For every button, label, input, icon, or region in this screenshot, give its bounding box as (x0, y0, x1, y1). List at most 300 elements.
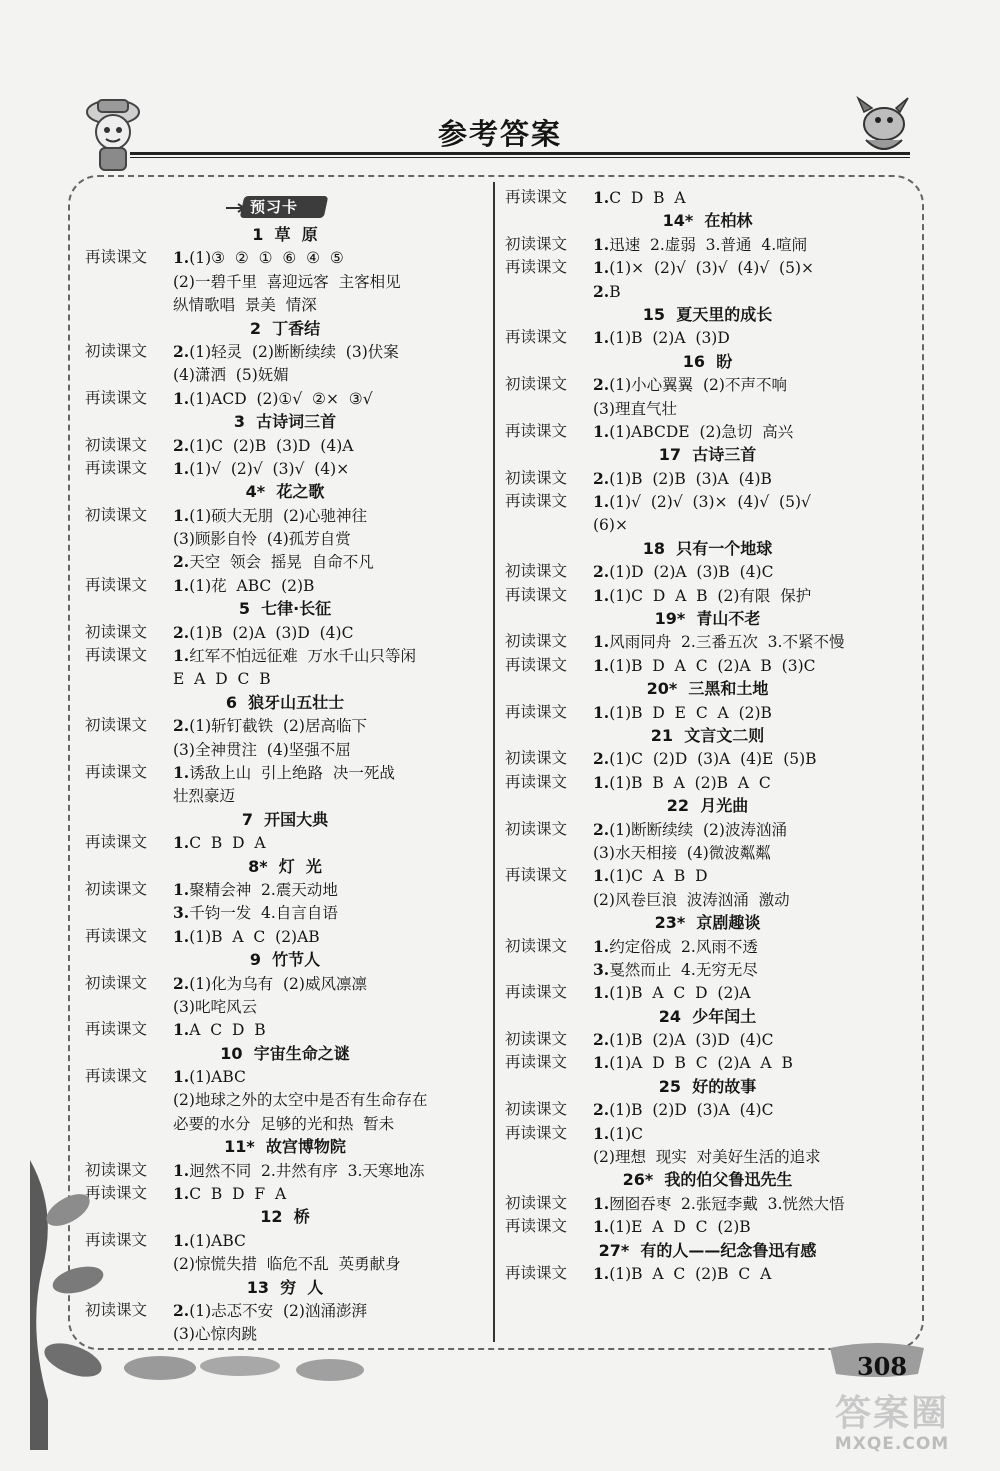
answer-label: 初读课文 (85, 341, 148, 360)
answer-label (85, 293, 173, 316)
answer-text (173, 457, 485, 480)
answer-value: A C D B (189, 1021, 266, 1040)
answer-row (505, 1051, 910, 1074)
answer-row (85, 527, 485, 550)
answer-label: 再读课文 (85, 1230, 148, 1249)
answer-row (505, 467, 910, 490)
question-number: 1. (593, 328, 610, 348)
answer-row (505, 560, 910, 583)
answer-value: (3)水天相接 (4)微波粼粼 (593, 843, 771, 862)
answer-value: (3)叱咤风云 (173, 997, 257, 1016)
answer-row (505, 584, 910, 607)
left-column (85, 193, 485, 1346)
answer-row (505, 958, 910, 981)
answer-row (505, 397, 910, 420)
watermark (812, 1385, 972, 1454)
answer-value: 天空 领会 摇晃 自命不凡 (189, 553, 374, 572)
answer-text (173, 1065, 485, 1088)
section-tag-label: 预习卡 (250, 198, 299, 216)
answer-value: (1)花 ABC (2)B (189, 576, 315, 595)
answer-row (85, 504, 485, 527)
answer-row (505, 818, 910, 841)
answer-value: (1)√ (2)√ (3)√ (4)× (189, 459, 350, 478)
answer-row (85, 1252, 485, 1275)
answer-label (505, 397, 593, 420)
answer-text (593, 958, 910, 981)
answer-row (505, 1098, 910, 1121)
answer-row (85, 878, 485, 901)
answer-label: 再读课文 (505, 655, 568, 674)
answer-value: (1)B A C (2)B C A (609, 1264, 772, 1283)
question-number: 1. (173, 1020, 190, 1040)
answer-value: (1)B (2)B (3)A (4)B (609, 469, 772, 488)
answer-text (593, 935, 910, 958)
answer-label: 再读课文 (505, 188, 568, 206)
right-column (505, 186, 910, 1285)
question-number: 1. (173, 248, 190, 268)
answer-label: 再读课文 (505, 421, 568, 440)
lesson-heading: 23* 京剧趣谈 (654, 913, 761, 933)
answer-value: (1)轻灵 (2)断断续续 (3)伏案 (189, 342, 399, 361)
answer-label (505, 280, 593, 303)
answer-row (85, 995, 485, 1018)
answer-text (593, 490, 910, 513)
question-number: 1. (173, 646, 190, 666)
answer-row (505, 420, 910, 443)
answer-row (85, 714, 485, 737)
answer-label: 再读课文 (505, 772, 568, 791)
answer-text (593, 233, 910, 256)
answer-text (593, 397, 910, 420)
answer-row (85, 1088, 485, 1111)
answer-row (85, 644, 485, 667)
answer-text (173, 1182, 485, 1205)
lesson-heading: 10 宇宙生命之谜 (220, 1043, 350, 1063)
answer-row (85, 831, 485, 854)
answer-row (85, 457, 485, 480)
lesson-heading: 14* 在柏林 (662, 211, 753, 231)
answer-row (505, 326, 910, 349)
answer-text (593, 584, 910, 607)
answer-label: 再读课文 (505, 702, 568, 721)
answer-label: 初读课文 (85, 435, 148, 454)
answer-value: (1)化为乌有 (2)威风凛凛 (189, 974, 367, 993)
answer-text (173, 878, 485, 901)
question-number: 2. (173, 973, 190, 993)
answer-value: (2)理想 现实 对美好生活的追求 (593, 1148, 821, 1167)
answer-label: 初读课文 (505, 375, 568, 394)
answer-row (505, 513, 910, 536)
answer-row (85, 1229, 485, 1252)
answer-text (593, 1262, 910, 1285)
answer-text (173, 738, 485, 761)
answer-value: (1)B (2)A (3)D (4)C (189, 623, 354, 642)
answer-text (593, 513, 910, 536)
question-number: 2. (593, 375, 610, 395)
lesson-heading: 17 古诗三首 (658, 445, 757, 465)
answer-text (593, 841, 910, 864)
answer-row (505, 373, 910, 396)
question-number: 1. (593, 936, 610, 956)
answer-text (173, 434, 485, 457)
answer-row (85, 1322, 485, 1345)
answer-row (85, 270, 485, 293)
lesson-heading: 3 古诗词三首 (233, 412, 337, 432)
watermark-url: MXQE.COM (834, 1434, 950, 1454)
answer-value: (1)B B A (2)B A C (609, 773, 771, 792)
question-number: 1. (173, 505, 190, 525)
answer-text (173, 527, 485, 550)
answer-text (173, 340, 485, 363)
question-number: 1. (593, 1217, 610, 1237)
answer-row (505, 888, 910, 911)
answer-row (505, 747, 910, 770)
answer-label: 再读课文 (85, 458, 148, 477)
answer-text (173, 1299, 485, 1322)
question-number: 1. (173, 833, 190, 853)
answer-value: 聚精会神 2.震天动地 (189, 880, 338, 899)
answer-label: 初读课文 (505, 1100, 568, 1119)
answer-text (173, 784, 485, 807)
answer-value: (1)C D A B (2)有限 保护 (609, 586, 812, 605)
answer-row (85, 1159, 485, 1182)
answer-label (85, 1088, 173, 1111)
answer-row (505, 935, 910, 958)
question-number: 1. (593, 632, 610, 652)
answer-label (85, 667, 173, 690)
answer-value: (1)E A D C (2)B (609, 1218, 751, 1237)
answer-value: (1)A D B C (2)A A B (609, 1054, 793, 1073)
answer-text (173, 667, 485, 690)
answer-value: (1)B A C D (2)A (609, 984, 751, 1003)
question-number: 3. (593, 959, 610, 979)
answer-text (593, 747, 910, 770)
answer-label: 初读课文 (505, 1193, 568, 1212)
answer-row (85, 761, 485, 784)
answer-text (173, 1088, 485, 1111)
answer-text (593, 373, 910, 396)
question-number: 2. (593, 749, 610, 769)
question-number: 1. (593, 866, 610, 886)
answer-text (173, 972, 485, 995)
answer-label: 初读课文 (505, 749, 568, 768)
answer-row (505, 981, 910, 1004)
question-number: 1. (173, 458, 190, 478)
answer-label: 初读课文 (85, 973, 148, 992)
answer-value: (1)③ ② ① ⑥ ④ ⑤ (189, 249, 344, 268)
answer-value: B (609, 282, 621, 301)
answer-row (505, 1262, 910, 1285)
answer-row (505, 701, 910, 724)
answer-text (593, 1051, 910, 1074)
answer-label (505, 1145, 593, 1168)
answer-label: 再读课文 (505, 1217, 568, 1236)
answer-row (505, 864, 910, 887)
answer-row (85, 387, 485, 410)
left-answer-list (85, 223, 485, 1346)
answer-row (85, 1065, 485, 1088)
question-number: 1. (173, 1160, 190, 1180)
answer-value: (1)C (609, 1124, 644, 1143)
question-number: 2. (593, 1030, 610, 1050)
title-rule (130, 152, 910, 155)
answer-value: 壮烈豪迈 (173, 787, 236, 806)
answer-label: 初读课文 (505, 562, 568, 581)
answer-label: 再读课文 (85, 646, 148, 665)
answer-value: (3)全神贯注 (4)坚强不屈 (173, 740, 351, 759)
answer-text (173, 831, 485, 854)
answer-label: 再读课文 (85, 388, 148, 407)
answer-row (85, 1299, 485, 1322)
answer-value: (1)硕大无朋 (2)心驰神往 (189, 506, 367, 525)
question-number: 2. (173, 435, 190, 455)
answer-row (85, 925, 485, 948)
question-number: 1. (593, 258, 610, 278)
answer-row (505, 1145, 910, 1168)
lesson-heading: 20* 三黑和土地 (646, 679, 769, 699)
answer-value: 必要的水分 足够的光和热 暂未 (173, 1114, 395, 1133)
answer-label (505, 958, 593, 981)
answer-row (85, 363, 485, 386)
question-number: 2. (173, 716, 190, 736)
answer-label: 再读课文 (505, 1263, 568, 1282)
answer-label: 再读课文 (85, 248, 148, 267)
answer-value: (1)× (2)√ (3)√ (4)√ (5)× (609, 259, 814, 278)
answer-label: 初读课文 (85, 505, 148, 524)
answer-text (593, 981, 910, 1004)
question-number: 1. (173, 762, 190, 782)
answer-label (85, 901, 173, 924)
answer-text (593, 560, 910, 583)
lesson-heading: 19* 青山不老 (654, 609, 761, 629)
question-number: 1. (593, 421, 610, 441)
answer-row (85, 972, 485, 995)
answer-row (85, 246, 485, 269)
answer-row (85, 550, 485, 573)
question-number: 1. (593, 983, 610, 1003)
lesson-heading: 18 只有一个地球 (642, 538, 773, 558)
question-number: 2. (593, 1100, 610, 1120)
answer-row (85, 574, 485, 597)
answer-value: (1)小心翼翼 (2)不声不响 (609, 376, 787, 395)
answer-text (593, 256, 910, 279)
answer-label: 再读课文 (505, 492, 568, 511)
lesson-heading: 1 草 原 (252, 225, 318, 244)
answer-row (505, 630, 910, 653)
answer-label: 初读课文 (85, 879, 148, 898)
answer-text (593, 1028, 910, 1051)
lesson-heading: 16 盼 (682, 351, 733, 371)
answer-label (85, 550, 173, 573)
question-number: 1. (593, 1053, 610, 1073)
answer-text (173, 504, 485, 527)
answer-label: 初读课文 (505, 936, 568, 955)
question-number: 2. (593, 562, 610, 582)
lesson-heading: 26* 我的伯父鲁迅先生 (622, 1170, 793, 1190)
answer-value: 纵情歌唱 景美 情深 (173, 296, 317, 315)
answer-text (173, 925, 485, 948)
answer-text (593, 1192, 910, 1215)
answer-text (173, 1229, 485, 1252)
answer-text (593, 1098, 910, 1121)
question-number: 1. (593, 1193, 610, 1213)
lesson-heading: 9 竹节人 (249, 950, 321, 970)
answer-row (505, 841, 910, 864)
answer-text (173, 550, 485, 573)
answer-label: 初读课文 (505, 632, 568, 651)
answer-text (593, 420, 910, 443)
answer-row (505, 256, 910, 279)
answer-text (593, 1122, 910, 1145)
answer-text (173, 270, 485, 293)
answer-text (593, 1215, 910, 1238)
answer-text (593, 1145, 910, 1168)
right-answer-list (505, 186, 910, 1285)
answer-row (85, 667, 485, 690)
answer-value: (1)B D A C (2)A B (3)C (609, 656, 816, 675)
answer-value: (1)忐忑不安 (2)汹涌澎湃 (189, 1301, 367, 1320)
question-number: 2. (593, 281, 610, 301)
question-number: 2. (593, 468, 610, 488)
answer-label: 初读课文 (85, 716, 148, 735)
answer-label (85, 784, 173, 807)
answer-label (85, 527, 173, 550)
page-title: 参考答案 (437, 117, 562, 151)
answer-label (85, 1112, 173, 1135)
answer-text (173, 1112, 485, 1135)
answer-value: 千钧一发 4.自言自语 (189, 904, 338, 923)
answer-value: 迅速 2.虚弱 3.普通 4.喧闹 (609, 235, 808, 254)
answer-value: (4)潇洒 (5)妩媚 (173, 366, 289, 385)
answer-text (173, 901, 485, 924)
lesson-heading: 11* 故宫博物院 (224, 1137, 346, 1157)
lesson-heading: 2 丁香结 (249, 318, 321, 338)
answer-row (505, 1122, 910, 1145)
answer-label: 再读课文 (505, 1123, 568, 1142)
answer-value: (1)ACD (2)①√ ②× ③√ (189, 389, 373, 408)
answer-value: (1)√ (2)√ (3)× (4)√ (5)√ (609, 493, 811, 512)
answer-value: 囫囵吞枣 2.张冠李戴 3.恍然大悟 (609, 1194, 845, 1213)
answer-value: 诱敌上山 引上绝路 决一死战 (189, 763, 395, 782)
bottom-leaf-decoration-icon (120, 1352, 720, 1392)
answer-value: (1)C A B D (609, 867, 708, 886)
question-number: 1. (173, 1067, 190, 1087)
answer-value: 约定俗成 2.风雨不透 (609, 937, 758, 956)
answer-value: (6)× (593, 516, 628, 535)
lesson-heading: 25 好的故事 (658, 1076, 757, 1096)
question-number: 1. (593, 188, 610, 207)
answer-value: (1)B (2)A (3)D (4)C (609, 1031, 774, 1050)
answer-value: 红军不怕远征难 万水千山只等闲 (189, 647, 417, 666)
answer-row (85, 1018, 485, 1041)
answer-text (173, 644, 485, 667)
answer-value: (3)心惊肉跳 (173, 1325, 257, 1344)
answer-label: 初读课文 (505, 234, 568, 253)
answer-value: (1)B (2)A (3)D (609, 329, 730, 348)
answer-row (505, 771, 910, 794)
answer-value: (2)一碧千里 喜迎远客 主客相见 (173, 272, 401, 291)
answer-value: (1)斩钉截铁 (2)居高临下 (189, 717, 367, 736)
answer-value: (1)C (2)B (3)D (4)A (189, 436, 354, 455)
answer-text (173, 1322, 485, 1345)
answer-value: (1)ABC (189, 1231, 246, 1250)
answer-row (85, 621, 485, 644)
answer-text (173, 387, 485, 410)
question-number: 1. (593, 1263, 610, 1283)
lesson-heading: 21 文言文二则 (650, 725, 765, 745)
question-number: 1. (173, 575, 190, 595)
answer-row (505, 1192, 910, 1215)
answer-label: 再读课文 (85, 926, 148, 945)
answer-row (505, 233, 910, 256)
question-number: 1. (173, 1184, 190, 1204)
answer-text (173, 761, 485, 784)
answer-value: (1)D (2)A (3)B (4)C (609, 563, 774, 582)
answer-value: (1)C (2)D (3)A (4)E (5)B (609, 750, 817, 769)
answer-text (593, 864, 910, 887)
answer-label: 初读课文 (85, 1300, 148, 1319)
answer-value: (2)风卷巨浪 波涛汹涌 激动 (593, 890, 790, 909)
answer-label: 初读课文 (505, 1030, 568, 1049)
question-number: 1. (593, 234, 610, 254)
answer-row (85, 340, 485, 363)
answer-text (593, 326, 910, 349)
answer-text (593, 888, 910, 911)
answer-value: C D B A (609, 189, 686, 207)
question-number: 1. (593, 585, 610, 605)
column-divider (493, 182, 495, 1342)
answer-text (593, 771, 910, 794)
answer-label (85, 270, 173, 293)
answer-value: (2)地球之外的太空中是否有生命存在 (173, 1091, 428, 1110)
answer-text (593, 280, 910, 303)
answer-value: (1)断断续续 (2)波涛汹涌 (609, 820, 787, 839)
answer-label: 再读课文 (505, 1053, 568, 1072)
answer-text (593, 654, 910, 677)
answer-text (173, 995, 485, 1018)
lesson-heading: 7 开国大典 (241, 809, 329, 829)
answer-label: 再读课文 (85, 1020, 148, 1039)
question-number: 2. (173, 341, 190, 361)
answer-label: 再读课文 (85, 833, 148, 852)
answer-value: C B D A (189, 834, 266, 853)
answer-row (85, 293, 485, 316)
answer-row (505, 186, 910, 209)
answer-label (505, 513, 593, 536)
answer-label: 初读课文 (85, 1160, 148, 1179)
question-number: 1. (173, 388, 190, 408)
leaf-decoration-icon (18, 1150, 128, 1450)
answer-row (505, 654, 910, 677)
lesson-heading: 8* 灯 光 (248, 856, 322, 876)
question-number: 2. (593, 819, 610, 839)
question-number: 1. (593, 655, 610, 675)
lesson-heading: 27* 有的人——纪念鲁迅有感 (598, 1240, 817, 1260)
answer-value: (3)顾影自怜 (4)孤芳自赏 (173, 530, 351, 549)
answer-text (593, 701, 910, 724)
question-number: 2. (173, 622, 190, 642)
watermark-logo-text: 答案圈 (834, 1393, 949, 1434)
answer-text (173, 574, 485, 597)
answer-label: 再读课文 (505, 328, 568, 347)
answer-text (593, 818, 910, 841)
answer-label: 再读课文 (85, 1184, 148, 1203)
answer-label (85, 363, 173, 386)
answer-label: 再读课文 (85, 575, 148, 594)
question-number: 1. (593, 1123, 610, 1143)
answer-label: 初读课文 (85, 622, 148, 641)
answer-label (505, 841, 593, 864)
